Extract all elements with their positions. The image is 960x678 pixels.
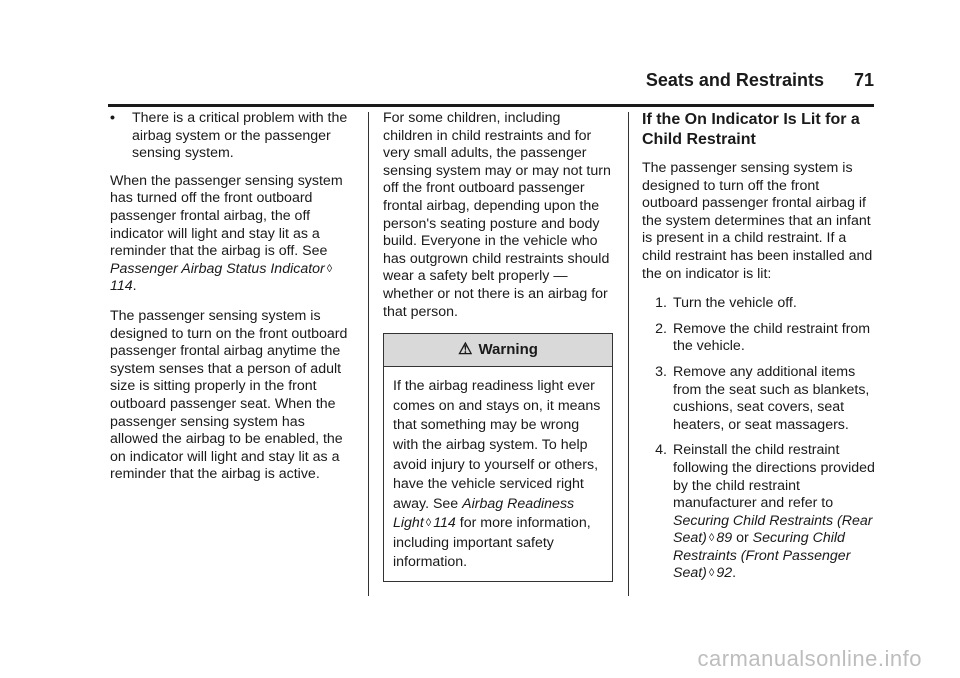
- section-title-header: Seats and Restraints: [645, 70, 824, 90]
- paragraph: The passenger sensing system is designed to turn on the front outboard passenger frontal airbag anytime the system senses that a person of adult size is sitting properly in the front outboard passenger seat. When the passenger sensing system has allowed the airbag to be enabled, the on indicator will light and stay lit as a reminder that the airbag is active.: [110, 307, 348, 483]
- page-reference-number[interactable]: 114: [433, 515, 456, 532]
- warning-text-end: for more information, including important safety information.: [393, 515, 591, 571]
- page-reference-icon: ◊: [708, 567, 715, 580]
- step-number: 2.: [655, 320, 667, 337]
- page-reference-icon: ◊: [708, 532, 715, 545]
- step-text-start: Reinstall the child restraint following the directions provided by the child restraint manufacturer and refer to: [673, 442, 875, 512]
- bullet-item: [110, 110, 350, 163]
- column-3: [642, 110, 876, 591]
- page-reference-icon: ◊: [425, 517, 432, 530]
- step-text: Turn the vehicle off.: [673, 295, 797, 312]
- warning-triangle-icon: ⚠: [458, 341, 473, 359]
- page-reference-number[interactable]: 92: [716, 565, 733, 582]
- paragraph-text: When the passenger sensing system has turned off the front outboard passenger frontal airbag, the off indicator will light and stay lit as a reminder that the airbag is off. See: [110, 172, 343, 260]
- step-number: 3.: [655, 363, 667, 380]
- list-item: [642, 364, 876, 434]
- step-text-end: .: [732, 565, 737, 582]
- section-heading: If the On Indicator Is Lit for a Child Restraint: [642, 111, 860, 148]
- warning-text: If the airbag readiness light ever comes on and stays on, it means that something may be wrong with the airbag system. To help avoid injury to yourself or others, have the vehicle serviced right away. See: [393, 378, 601, 512]
- paragraph: For some children, including children in child restraints and for very small adults, the passenger sensing system may or may not turn off the front outboard passenger frontal airbag, depending upon the person's seating posture and body build. Everyone in the vehicle who has outgrown child restraints should wear a safety belt properly — whether or not there is an airbag for that person.: [383, 110, 611, 320]
- page-number: 71: [853, 70, 874, 90]
- step-text: [673, 442, 876, 583]
- warning-title: Warning: [478, 341, 538, 359]
- column-2: [383, 110, 613, 582]
- page-reference-number[interactable]: 114: [110, 278, 133, 295]
- cross-reference-link[interactable]: Securing Child Restraints (Front Passenger Seat): [673, 530, 851, 582]
- page-header: [646, 70, 874, 91]
- header-rule: [108, 104, 874, 107]
- paragraph-end: .: [132, 278, 137, 295]
- conjunction-text: or: [732, 530, 753, 547]
- bullet-mark: •: [110, 110, 115, 126]
- step-text: Remove any additional items from the seat such as blankets, cushions, seat covers, seat heaters, or seat massagers.: [673, 363, 870, 433]
- column-1: [110, 110, 350, 496]
- page-reference-icon: ◊: [326, 262, 333, 275]
- cross-reference-link[interactable]: Securing Child Restraints (Rear Seat): [673, 512, 873, 547]
- steps-list: [642, 295, 876, 583]
- step-number: 1.: [655, 295, 667, 312]
- watermark-text: carmanualsonline.info: [697, 646, 922, 671]
- page-reference-number[interactable]: 89: [716, 530, 733, 547]
- step-number: 4.: [655, 442, 667, 459]
- warning-box: [383, 333, 613, 582]
- warning-body: [384, 367, 612, 581]
- cross-reference-link[interactable]: Airbag Readiness Light: [393, 495, 575, 532]
- list-item: [642, 442, 876, 583]
- list-item: [642, 321, 876, 356]
- paragraph: [110, 173, 350, 296]
- warning-header: [384, 334, 612, 367]
- list-item: [642, 295, 876, 313]
- step-text: Remove the child restraint from the vehicle.: [673, 320, 871, 355]
- bullet-text: There is a critical problem with the airbag system or the passenger sensing system.: [132, 110, 348, 162]
- cross-reference-link[interactable]: Passenger Airbag Status Indicator: [110, 260, 325, 277]
- column-divider: [628, 112, 629, 596]
- paragraph: The passenger sensing system is designed to turn off the front outboard passenger frontal airbag if the system determines that an infant is present in a child restraint. If a child restraint has been installed and the on indicator is lit:: [642, 160, 873, 282]
- column-divider: [368, 112, 369, 596]
